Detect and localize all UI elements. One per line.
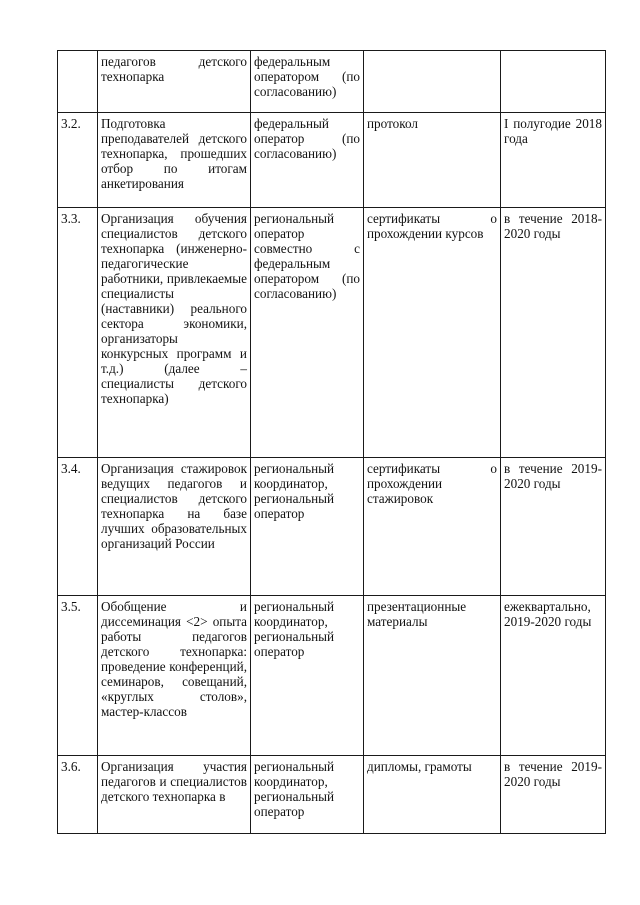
result-cell: протокол xyxy=(364,113,501,208)
row-number: 3.5. xyxy=(58,596,98,756)
table-row xyxy=(58,756,606,834)
result-cell: сертификаты о прохождении курсов xyxy=(364,208,501,458)
executor-cell: федеральный оператор (по согласованию) xyxy=(251,113,364,208)
activity-cell: Обобщение и диссеминация <2> опыта работы педагогов детского технопарка: проведение конференций, семинаров, совещаний, «круглых столов», мастер-классов xyxy=(98,596,251,756)
activity-cell: Организация участия педагогов и специалистов детского технопарка в xyxy=(98,756,251,834)
row-number: 3.3. xyxy=(58,208,98,458)
period-cell: в течение 2018-2020 годы xyxy=(501,208,606,458)
executor-cell: региональный координатор, региональный оператор xyxy=(251,756,364,834)
period-cell xyxy=(501,51,606,113)
executor-cell: федеральным оператором (по согласованию) xyxy=(251,51,364,113)
row-number: 3.4. xyxy=(58,458,98,596)
period-cell: в течение 2019-2020 годы xyxy=(501,458,606,596)
plan-table xyxy=(57,50,606,834)
row-number: 3.6. xyxy=(58,756,98,834)
result-cell: презентационные материалы xyxy=(364,596,501,756)
table-row xyxy=(58,208,606,458)
executor-cell: региональный координатор, региональный оператор xyxy=(251,596,364,756)
result-cell xyxy=(364,51,501,113)
table-row xyxy=(58,458,606,596)
table-row xyxy=(58,596,606,756)
activity-cell: Организация обучения специалистов детского технопарка (инженерно-педагогические работники, привлекаемые специалисты (наставники) реального сектора экономики, организаторы конкурсных программ и т.д.) (далее – специалисты детского технопарка) xyxy=(98,208,251,458)
row-number: 3.2. xyxy=(58,113,98,208)
row-number xyxy=(58,51,98,113)
table-row xyxy=(58,51,606,113)
period-cell: ежеквартально, 2019-2020 годы xyxy=(501,596,606,756)
executor-cell: региональный координатор, региональный оператор xyxy=(251,458,364,596)
table-row xyxy=(58,113,606,208)
period-cell: в течение 2019-2020 годы xyxy=(501,756,606,834)
activity-cell: Организация стажировок ведущих педагогов и специалистов детского технопарка на базе лучших образовательных организаций России xyxy=(98,458,251,596)
result-cell: дипломы, грамоты xyxy=(364,756,501,834)
period-cell: I полугодие 2018 года xyxy=(501,113,606,208)
activity-cell: педагогов детского технопарка xyxy=(98,51,251,113)
result-cell: сертификаты о прохождении стажировок xyxy=(364,458,501,596)
activity-cell: Подготовка преподавателей детского технопарка, прошедших отбор по итогам анкетирования xyxy=(98,113,251,208)
executor-cell: региональный оператор совместно с федеральным оператором (по согласованию) xyxy=(251,208,364,458)
